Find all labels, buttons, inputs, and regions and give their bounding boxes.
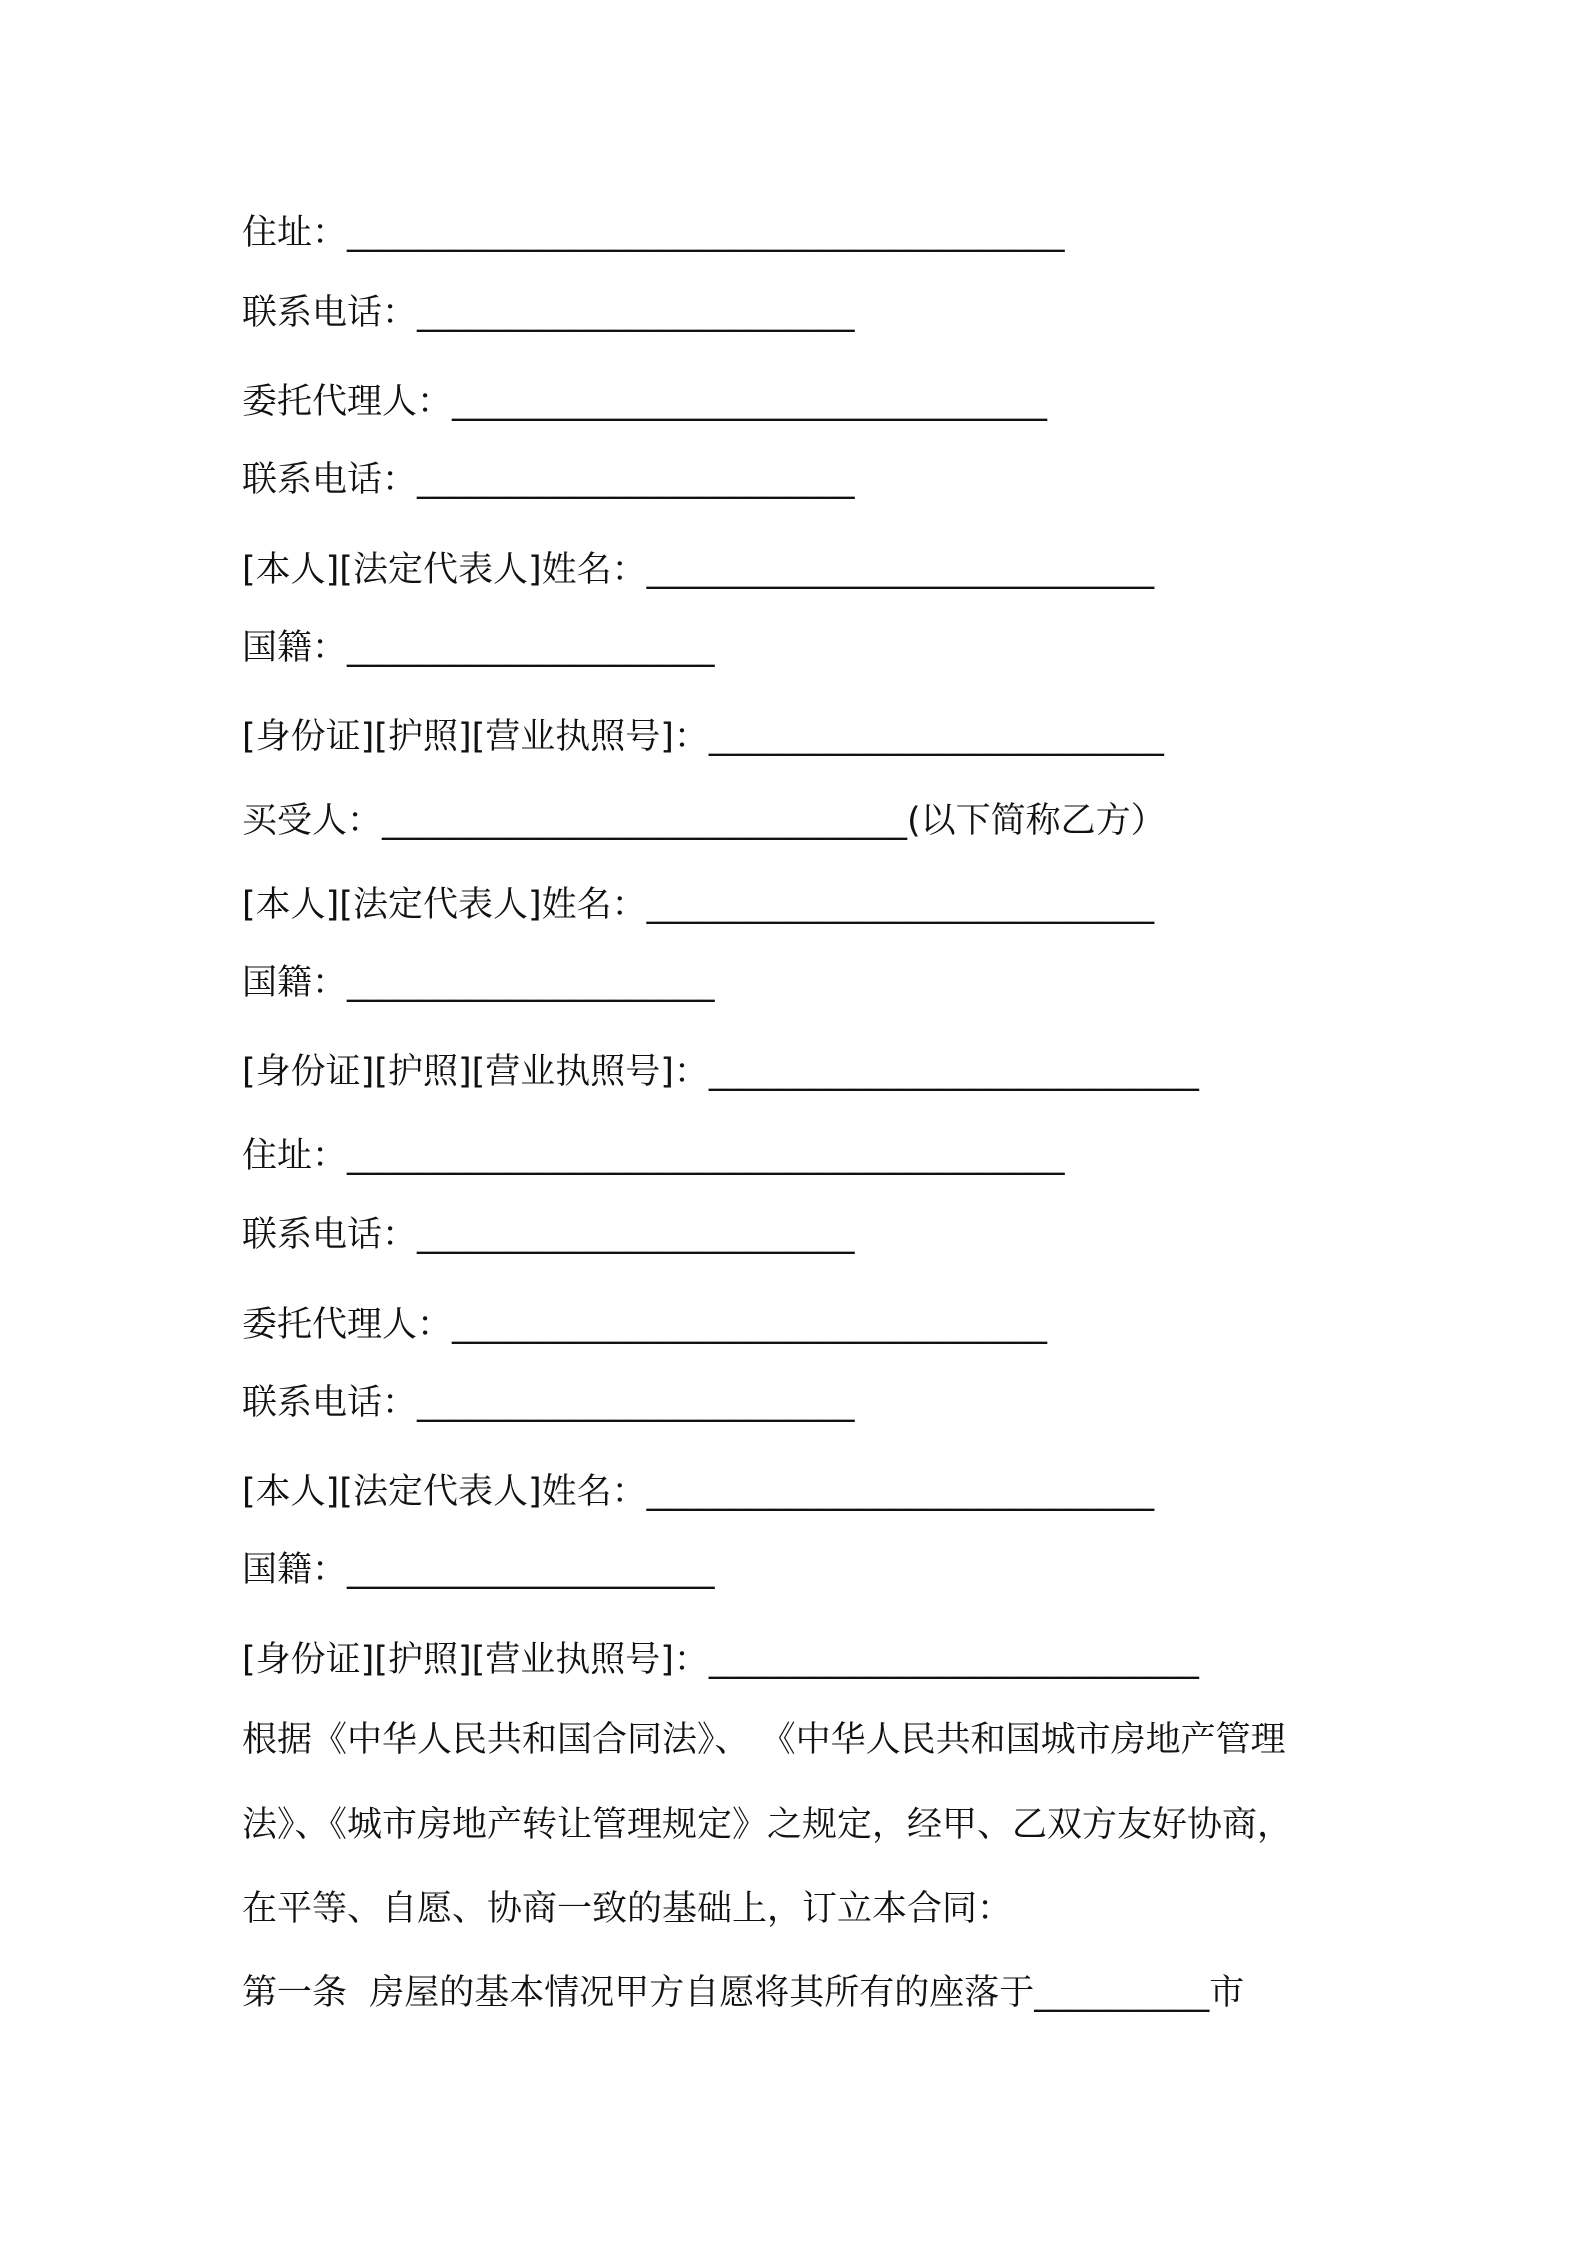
paragraph-line-2: 法》、《城市房地产转让管理规定》之规定，经甲、乙双方友好协商， [242,1805,1293,1845]
paragraph-line-3: 在平等、自愿、协商一致的基础上，订立本合同： [242,1889,1013,1929]
phone-field-4: 联系电话：_________________________ [242,1383,855,1423]
agent-field-1: 委托代理人：__________________________________ [242,382,1048,422]
id-field-2: [身份证][护照][营业执照号]：____________________________ [242,1052,1199,1092]
nationality-field-2: 国籍：_____________________ [242,963,715,1003]
paragraph-line-1: 根据《中华人民共和国合同法》、 《中华人民共和国城市房地产管理 [242,1720,1286,1760]
nationality-field-3: 国籍：_____________________ [242,1550,715,1590]
nationality-field-1: 国籍：_____________________ [242,628,715,668]
phone-field-2: 联系电话：_________________________ [242,460,855,500]
buyer-field: 买受人：______________________________(以下简称乙方） [242,801,1166,841]
name-field-1: [本人][法定代表人]姓名：_____________________________ [242,550,1155,590]
agent-field-2: 委托代理人：__________________________________ [242,1305,1048,1345]
name-field-2: [本人][法定代表人]姓名：_____________________________ [242,885,1155,925]
phone-field-3: 联系电话：_________________________ [242,1215,855,1255]
id-field-3: [身份证][护照][营业执照号]：____________________________ [242,1640,1199,1680]
address-field-1: 住址：_________________________________________ [242,213,1065,253]
id-field-1: [身份证][护照][营业执照号]：__________________________ [242,717,1164,757]
phone-field-1: 联系电话：_________________________ [242,293,855,333]
name-field-3: [本人][法定代表人]姓名：_____________________________ [242,1472,1155,1512]
article-one-line: 第一条 房屋的基本情况甲方自愿将其所有的座落于__________市 [242,1973,1245,2013]
address-field-2: 住址：_________________________________________ [242,1136,1065,1176]
